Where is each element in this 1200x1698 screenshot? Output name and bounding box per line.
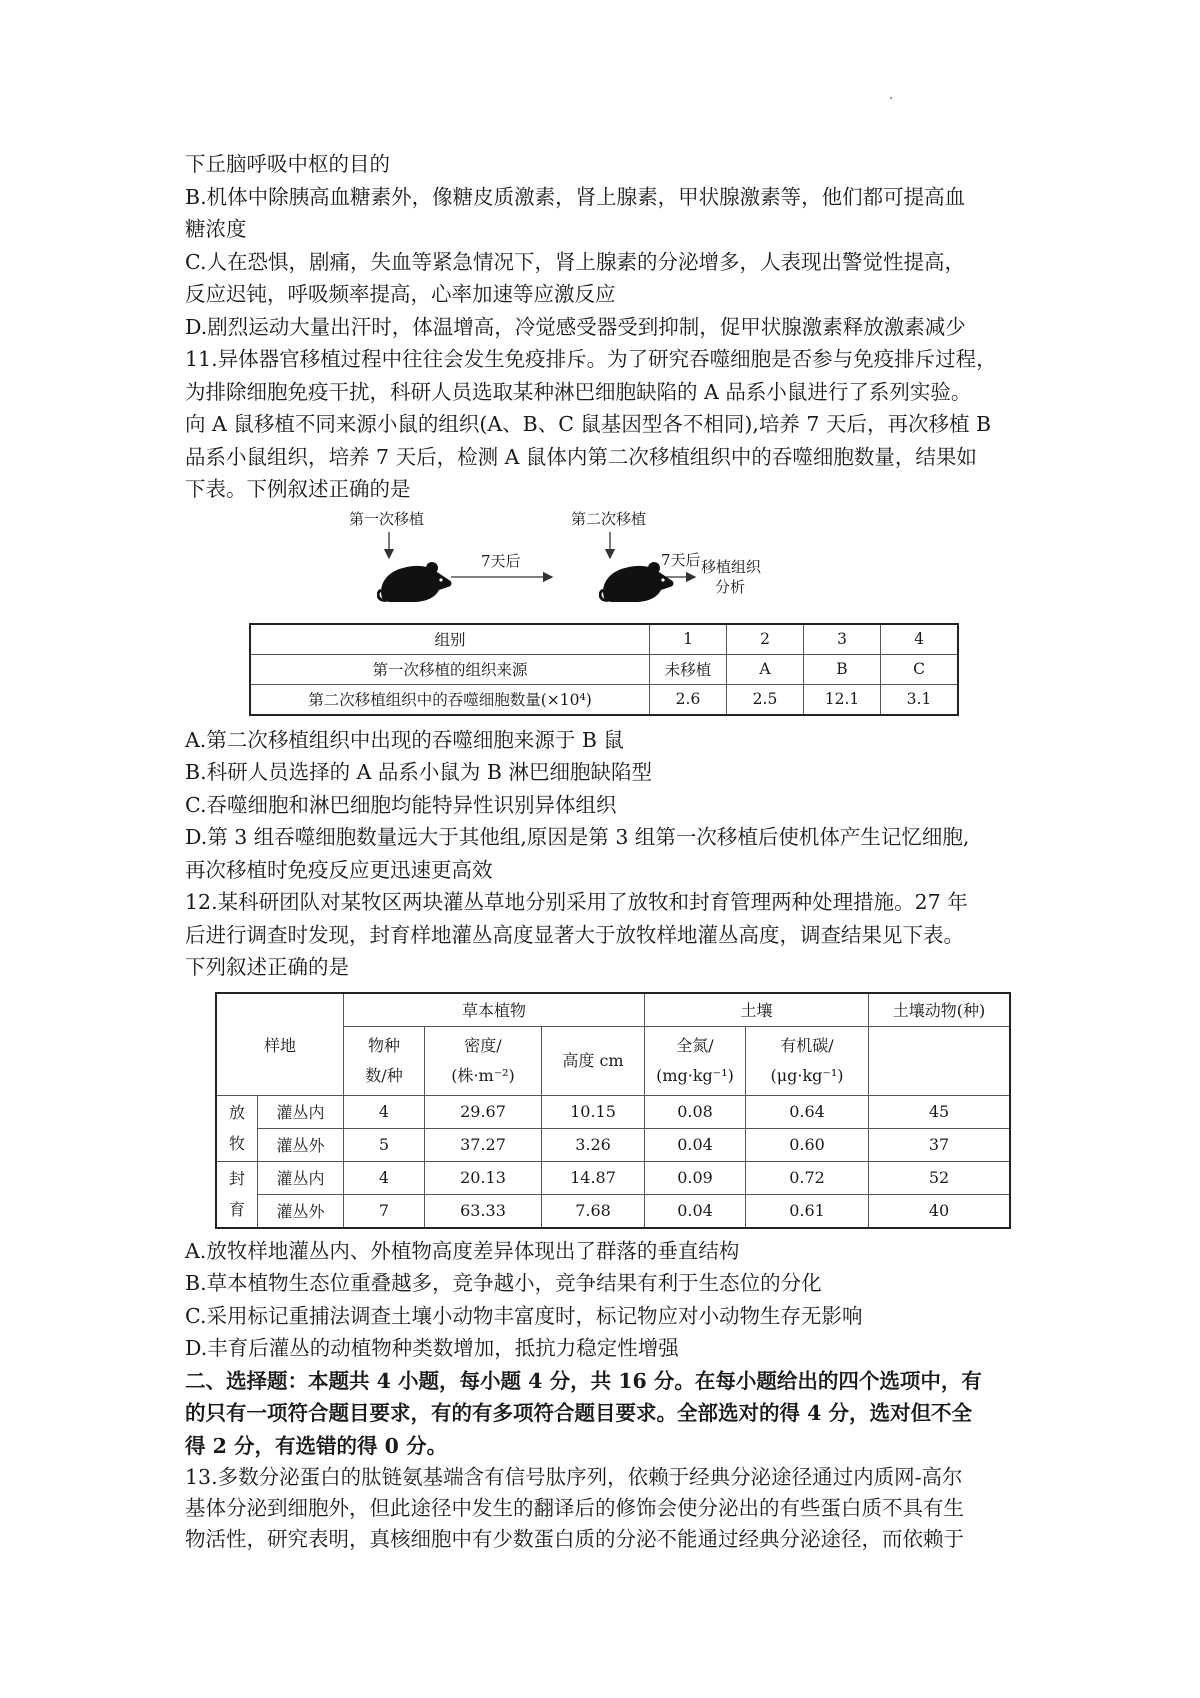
table-cell: 未移植	[650, 654, 727, 684]
text-line: 反应迟钝，呼吸频率提高，心率加速等应激反应	[185, 282, 616, 306]
header-cell	[645, 1026, 746, 1095]
table-cell: 灌丛外	[258, 1128, 344, 1161]
first-transplant-label: 第一次移植	[349, 509, 425, 528]
table-cell: 0.72	[746, 1161, 869, 1194]
group-text: 育	[228, 1200, 245, 1219]
question-stem-line: 11.异体器官移植过程中往往会发生免疫排斥。为了研究吞噬细胞是否参与免疫排斥过程，	[185, 347, 997, 371]
header-text: (株·m⁻²)	[451, 1065, 515, 1085]
option-a: A.放牧样地灌丛内、外植物高度差异体现出了群落的垂直结构	[185, 1238, 740, 1263]
table-cell: 组别	[250, 624, 650, 655]
table-row	[250, 684, 958, 715]
table-cell: 52	[869, 1161, 1011, 1194]
grassland-survey-table	[215, 992, 1011, 1229]
section-2-heading	[185, 1365, 1035, 1463]
table-cell: 0.04	[645, 1128, 746, 1161]
table-cell: 4	[881, 624, 959, 655]
table-cell: 3.26	[542, 1128, 645, 1161]
question-stem-line: 下列叙述正确的是	[185, 955, 349, 979]
table-cell: 37	[869, 1128, 1011, 1161]
question-11	[185, 343, 1035, 886]
question-stem-line: 12.某科研团队对某牧区两块灌丛草地分别采用了放牧和封育管理两种处理措施。27 年	[185, 890, 968, 914]
table-cell: 7	[344, 1194, 425, 1228]
table-cell: 灌丛内	[258, 1095, 344, 1128]
question-stem-line: 品系小鼠组织，培养 7 天后，检测 A 鼠体内第二次移植组织中的吞噬细胞数量，结果如	[185, 444, 977, 469]
header-cell	[746, 1026, 869, 1095]
table-cell: B	[804, 654, 881, 684]
table-cell: 4	[344, 1161, 425, 1194]
table-cell: 20.13	[425, 1161, 542, 1194]
arrow-label-7days: 7天后	[661, 550, 701, 569]
phagocyte-table	[249, 623, 959, 716]
exam-page	[185, 148, 1035, 1555]
option-d: D.剧烈运动大量出汗时，体温增高，冷觉感受器受到抑制，促甲状腺激素释放激素减少	[185, 314, 966, 339]
table-cell: 63.33	[425, 1194, 542, 1228]
header-herb: 草本植物	[344, 993, 645, 1027]
question-12	[185, 886, 1035, 1365]
section-instruction: 的只有一项符合题目要求，有的有多项符合题目要求。全部选对的得 4 分，选对但不全	[185, 1401, 973, 1425]
text-line: 下丘脑呼吸中枢的目的	[185, 152, 390, 176]
transplant-diagram	[185, 506, 1035, 619]
table-cell: 4	[344, 1095, 425, 1128]
table-cell: 45	[869, 1095, 1011, 1128]
header-soil-animal: 土壤动物(种)	[869, 993, 1011, 1027]
group-text: 牧	[228, 1134, 245, 1153]
table-cell: 0.08	[645, 1095, 746, 1128]
header-text: 密度/	[464, 1035, 502, 1055]
option-a: A.第二次移植组织中出现的吞噬细胞来源于 B 鼠	[185, 727, 624, 752]
table-cell: 灌丛外	[258, 1194, 344, 1228]
table-cell: 40	[869, 1194, 1011, 1228]
option-c: C.采用标记重捕法调查土壤小动物丰富度时，标记物应对小动物生存无影响	[185, 1303, 863, 1328]
header-cell	[425, 1026, 542, 1095]
table-cell: 第二次移植组织中的吞噬细胞数量(×10⁴)	[250, 684, 650, 715]
table-cell: C	[881, 654, 959, 684]
option-b: B.科研人员选择的 A 品系小鼠为 B 淋巴细胞缺陷型	[185, 760, 653, 784]
second-transplant-label: 第二次移植	[571, 509, 647, 528]
table-cell: 0.64	[746, 1095, 869, 1128]
header-text: 数/种	[365, 1065, 403, 1085]
text-line: 糖浓度	[185, 217, 247, 241]
option-b: B.草本植物生态位重叠越多，竞争越小，竞争结果有利于生态位的分化	[185, 1271, 822, 1295]
table-cell: 第一次移植的组织来源	[250, 654, 650, 684]
table-cell: 灌丛内	[258, 1161, 344, 1194]
group-label	[216, 1161, 258, 1228]
question-stem-line: 下表。下例叙述正确的是	[185, 477, 411, 501]
table-row	[250, 654, 958, 684]
header-text: (μg·kg⁻¹)	[770, 1065, 844, 1085]
table-cell: 3.1	[881, 684, 959, 715]
mouse-icon	[377, 554, 455, 606]
question-10-tail	[185, 148, 1035, 343]
table-cell: 0.61	[746, 1194, 869, 1228]
text-line: 再次移植时免疫反应更迅速更高效	[185, 857, 493, 882]
table-row	[216, 1194, 1010, 1228]
table-cell: 12.1	[804, 684, 881, 715]
question-stem-line: 向 A 鼠移植不同来源小鼠的组织(A、B、C 鼠基因型各不相同),培养 7 天后，再次移植 B	[185, 412, 992, 436]
question-stem-line: 13.多数分泌蛋白的肽链氨基端含有信号肽序列，依赖于经典分泌途径通过内质网-高尔	[185, 1465, 963, 1489]
option-b: B.机体中除胰高血糖素外，像糖皮质激素，肾上腺素，甲状腺激素等，他们都可提高血	[185, 184, 966, 209]
header-text: (mg·kg⁻¹)	[656, 1065, 734, 1085]
table-row	[216, 1161, 1010, 1194]
table-cell: 7.68	[542, 1194, 645, 1228]
header-cell	[344, 1026, 425, 1095]
table-cell: 14.87	[542, 1161, 645, 1194]
header-text: 有机碳/	[780, 1035, 834, 1055]
table-header-row	[216, 993, 1010, 1027]
header-cell	[869, 1026, 1011, 1095]
table-cell: 2.5	[727, 684, 804, 715]
group-text: 封	[228, 1169, 245, 1188]
question-stem-line: 后进行调查时发现，封育样地灌丛高度显著大于放牧样地灌丛高度，调查结果见下表。	[185, 922, 964, 947]
table-cell: 3	[804, 624, 881, 655]
result-label: 移植组织	[701, 557, 762, 576]
option-d: D.第 3 组吞噬细胞数量远大于其他组,原因是第 3 组第一次移植后使机体产生记忆细胞,	[185, 825, 970, 849]
header-site: 样地	[216, 993, 344, 1096]
arrow-label-7days: 7天后	[481, 551, 521, 570]
table-cell: 29.67	[425, 1095, 542, 1128]
table-cell: 1	[650, 624, 727, 655]
table-cell: 2.6	[650, 684, 727, 715]
table-row	[216, 1128, 1010, 1161]
table-cell: 5	[344, 1128, 425, 1161]
question-stem-line: 物活性，研究表明，真核细胞中有少数蛋白质的分泌不能通过经典分泌途径，而依赖于	[185, 1527, 964, 1551]
table-cell: A	[727, 654, 804, 684]
table-cell: 10.15	[542, 1095, 645, 1128]
table-cell: 0.09	[645, 1161, 746, 1194]
table-cell: 2	[727, 624, 804, 655]
question-stem-line: 基体分泌到细胞外，但此途径中发生的翻译后的修饰会使分泌出的有些蛋白质不具有生	[185, 1496, 964, 1520]
table-cell: 37.27	[425, 1128, 542, 1161]
option-c: C.吞噬细胞和淋巴细胞均能特异性识别异体组织	[185, 792, 617, 817]
section-instruction: 二、选择题：本题共 4 小题，每小题 4 分，共 16 分。在每小题给出的四个选项中，有	[185, 1368, 982, 1393]
option-c: C.人在恐惧，剧痛，失血等紧急情况下，肾上腺素的分泌增多，人表现出警觉性提高，	[185, 249, 965, 274]
table-row	[216, 1095, 1010, 1128]
group-label	[216, 1095, 258, 1161]
header-cell: 高度 cm	[542, 1026, 645, 1095]
question-13	[185, 1462, 1035, 1555]
header-text: 物种	[367, 1035, 400, 1055]
question-stem-line: 为排除细胞免疫干扰，科研人员选取某种淋巴细胞缺陷的 A 品系小鼠进行了系列实验。	[185, 379, 972, 404]
group-text: 放	[228, 1103, 245, 1122]
header-soil: 土壤	[645, 993, 869, 1027]
mouse-icon	[599, 554, 677, 606]
section-instruction: 得 2 分，有选错的得 0 分。	[185, 1433, 448, 1458]
table-cell: 0.04	[645, 1194, 746, 1228]
result-label: 分析	[715, 577, 746, 596]
scan-speck	[890, 97, 892, 99]
table-row	[250, 624, 958, 655]
table-cell: 0.60	[746, 1128, 869, 1161]
header-text: 全氮/	[676, 1035, 714, 1055]
option-d: D.丰育后灌丛的动植物种类数增加，抵抗力稳定性增强	[185, 1336, 679, 1360]
